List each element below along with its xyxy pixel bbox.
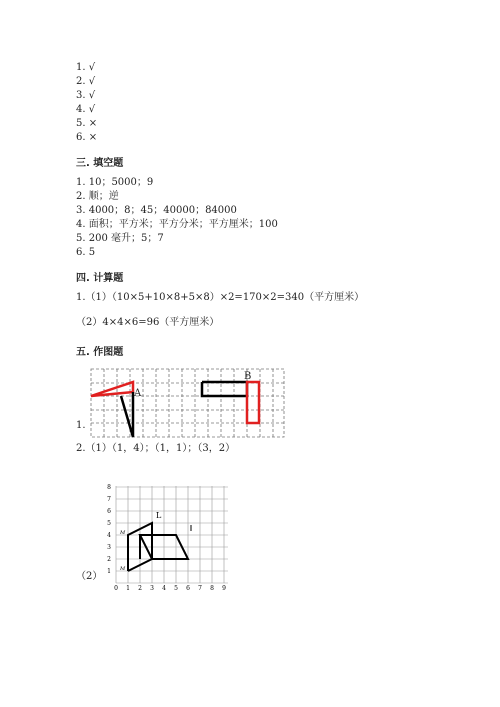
- x-tick: 3: [150, 585, 154, 592]
- answer-line: 3. √: [76, 90, 96, 101]
- section-heading: 三. 填空题: [76, 158, 124, 169]
- answer-line: 1. √: [76, 62, 96, 73]
- answer-line: 2. 顺；逆: [76, 191, 119, 202]
- label-b: B: [244, 371, 252, 382]
- x-tick: 5: [174, 585, 178, 592]
- answer-line: 1. 10；5000；9: [76, 177, 154, 188]
- x-tick: 6: [186, 585, 190, 592]
- question-sub-label: （2）: [76, 571, 103, 582]
- x-tick: 9: [222, 585, 226, 592]
- grid-lines: [116, 486, 228, 583]
- y-tick: 7: [107, 496, 111, 503]
- answer-line: 1.（1）（10×5+10×8+5×8）×2=170×2=340（平方厘米）: [76, 292, 365, 303]
- answer-line: 5. ×: [76, 118, 98, 129]
- answer-line: 2. √: [76, 76, 96, 87]
- label-l: L: [156, 511, 162, 520]
- answer-line: 2.（1）（1，4）；（1，1）；（3，2）: [76, 443, 236, 454]
- answer-line: 4. 面积；平方米；平方分米；平方厘米；100: [76, 219, 278, 230]
- y-tick: 4: [107, 532, 111, 539]
- answer-line: 6. 5: [76, 247, 96, 258]
- y-tick: 3: [107, 544, 111, 551]
- answer-line: 4. √: [76, 104, 96, 115]
- dashed-grid: [91, 369, 284, 437]
- x-tick: 0: [114, 585, 118, 592]
- section-heading: 五. 作图题: [76, 347, 124, 358]
- answer-line: 5. 200 毫升；5；7: [76, 233, 164, 244]
- x-tick: 7: [198, 585, 202, 592]
- black-l-shape: [202, 382, 247, 396]
- black-triangle-rotated: [121, 392, 133, 437]
- shape-l-original: [128, 523, 152, 571]
- label-m-top: M: [120, 530, 126, 536]
- label-a: A: [134, 388, 142, 399]
- section-heading: 四. 计算题: [76, 273, 124, 284]
- question-label: 1.: [76, 420, 86, 431]
- y-tick: 1: [107, 568, 111, 575]
- x-tick: 1: [126, 585, 130, 592]
- answer-line: 6. ×: [76, 132, 98, 143]
- answer-line: （2）4×4×6=96（平方厘米）: [76, 317, 220, 328]
- x-tick: 8: [210, 585, 214, 592]
- answer-line: 3. 4000；8；45；40000；84000: [76, 205, 237, 216]
- red-rectangle: [247, 382, 259, 423]
- y-tick: 5: [107, 520, 111, 527]
- x-tick: 4: [162, 585, 166, 592]
- y-tick: 6: [107, 508, 111, 515]
- red-triangle: [91, 382, 133, 396]
- y-tick: 2: [107, 556, 111, 563]
- x-tick: 2: [138, 585, 142, 592]
- shape-parallelogram: [140, 535, 188, 559]
- label-m-bottom: M: [120, 566, 126, 572]
- y-tick: 8: [107, 484, 111, 491]
